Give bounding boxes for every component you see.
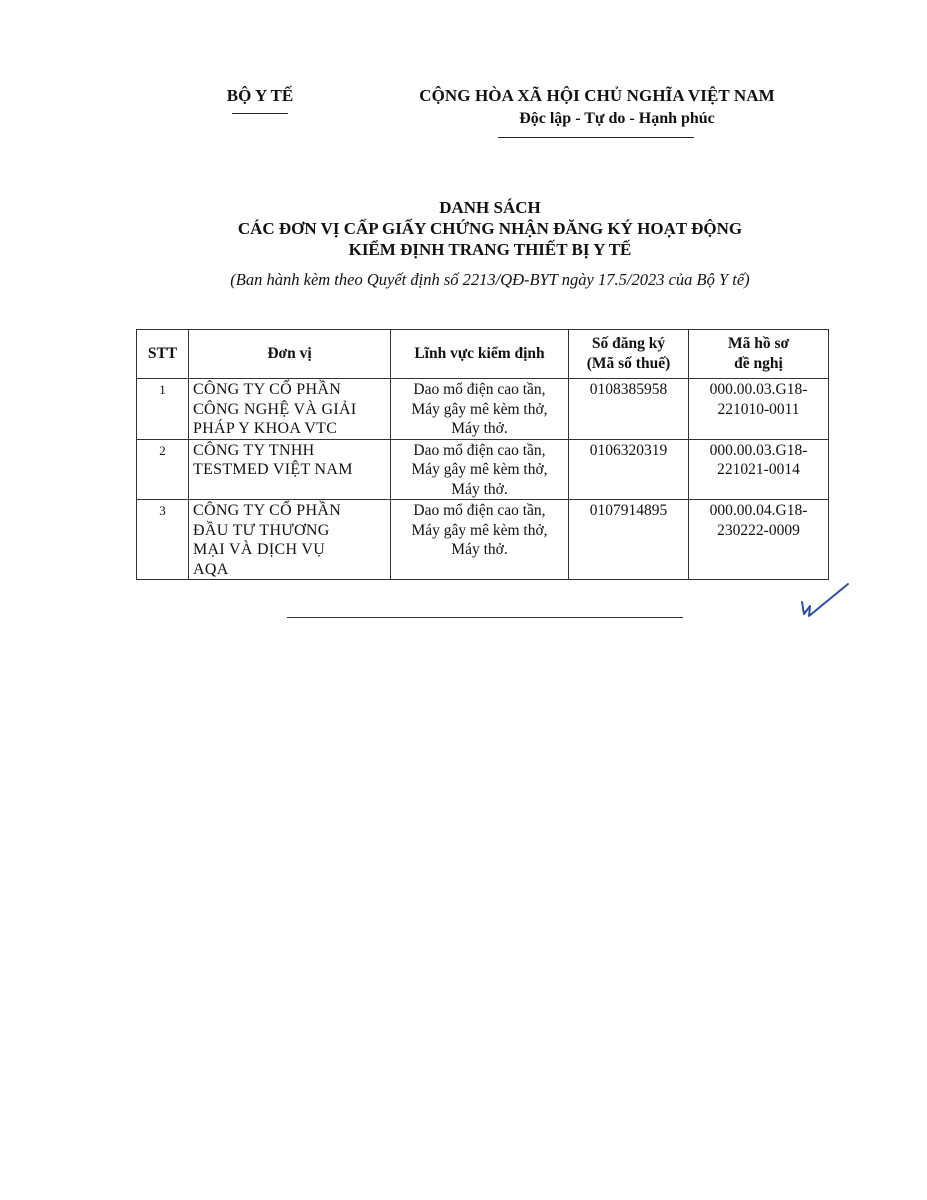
header-registration-line-2: (Mã số thuế) xyxy=(586,355,671,372)
field-line: Máy gây mê kèm thở, xyxy=(411,461,548,478)
field-line: Máy gây mê kèm thở, xyxy=(411,521,548,539)
row-dossier-code xyxy=(689,439,829,500)
field-line: Máy thở. xyxy=(451,420,508,437)
country-name: CỘNG HÒA XÃ HỘI CHỦ NGHĨA VIỆT NAM xyxy=(419,86,775,105)
code-line: 221021-0014 xyxy=(717,461,800,478)
ministry-name: BỘ Y TẾ xyxy=(226,86,294,105)
row-unit xyxy=(189,379,391,440)
field-line: Máy thở. xyxy=(451,541,508,558)
table-row xyxy=(137,439,829,500)
table-header-row xyxy=(137,330,829,379)
title-line-2: CÁC ĐƠN VỊ CẤP GIẤY CHỨNG NHẬN ĐĂNG KÝ HOẠT ĐỘNG xyxy=(237,219,743,238)
row-unit xyxy=(189,439,391,500)
unit-line: PHÁP Y KHOA VTC xyxy=(193,420,338,437)
field-line: Máy gây mê kèm thở, xyxy=(411,400,548,418)
unit-line: TESTMED VIỆT NAM xyxy=(193,461,353,478)
document-title xyxy=(100,197,880,260)
unit-line: CÔNG TY CỔ PHẦN xyxy=(193,381,342,398)
row-dossier-code xyxy=(689,500,829,580)
header-code-line-2: đề nghị xyxy=(734,355,783,372)
unit-line: AQA xyxy=(193,560,229,578)
title-line-1: DANH SÁCH xyxy=(439,198,541,217)
field-line: Máy thở. xyxy=(451,480,508,498)
header-registration xyxy=(569,330,689,379)
row-registration: 0106320319 xyxy=(569,439,689,500)
national-header xyxy=(372,86,822,138)
ministry-header xyxy=(205,86,315,114)
header-registration-line-1: Số đăng ký xyxy=(591,335,666,352)
row-registration: 0108385958 xyxy=(569,379,689,440)
code-line: 000.00.03.G18- xyxy=(709,441,808,459)
field-line: Dao mổ điện cao tần, xyxy=(413,381,546,398)
row-registration: 0107914895 xyxy=(569,500,689,580)
row-field xyxy=(391,439,569,500)
header-dossier-code xyxy=(689,330,829,379)
field-line: Dao mổ điện cao tần, xyxy=(413,502,546,519)
national-motto: Độc lập - Tự do - Hạnh phúc xyxy=(519,110,715,127)
motto-underline xyxy=(498,137,694,138)
row-stt: 1 xyxy=(137,379,189,440)
units-table xyxy=(136,329,829,580)
unit-line: CÔNG TY CỔ PHẦN xyxy=(193,502,342,519)
ministry-underline xyxy=(232,113,288,114)
unit-line: CÔNG NGHỆ VÀ GIẢI xyxy=(193,400,357,418)
unit-line: ĐẦU TƯ THƯƠNG xyxy=(193,521,330,539)
row-field xyxy=(391,500,569,580)
code-line: 000.00.03.G18- xyxy=(709,381,808,398)
code-line: 000.00.04.G18- xyxy=(709,502,808,519)
table-row xyxy=(137,500,829,580)
header-stt: STT xyxy=(137,330,189,379)
code-line: 221010-0011 xyxy=(717,400,800,418)
header-field: Lĩnh vực kiểm định xyxy=(391,330,569,379)
row-stt: 2 xyxy=(137,439,189,500)
row-field xyxy=(391,379,569,440)
unit-line: CÔNG TY TNHH xyxy=(193,441,315,459)
field-line: Dao mổ điện cao tần, xyxy=(413,441,546,459)
unit-line: MẠI VÀ DỊCH VỤ xyxy=(193,541,326,558)
code-line: 230222-0009 xyxy=(717,521,800,539)
table-row xyxy=(137,379,829,440)
row-dossier-code xyxy=(689,379,829,440)
row-unit xyxy=(189,500,391,580)
end-of-list-rule xyxy=(287,617,683,618)
title-line-3: KIỂM ĐỊNH TRANG THIẾT BỊ Y TẾ xyxy=(348,240,632,259)
row-stt: 3 xyxy=(137,500,189,580)
header-code-line-1: Mã hồ sơ xyxy=(727,335,790,352)
header-unit: Đơn vị xyxy=(189,330,391,379)
signature-icon xyxy=(796,580,852,620)
document-subtitle: (Ban hành kèm theo Quyết định số 2213/QĐ-BYT ngày 17.5/2023 của Bộ Y tế) xyxy=(230,270,750,289)
